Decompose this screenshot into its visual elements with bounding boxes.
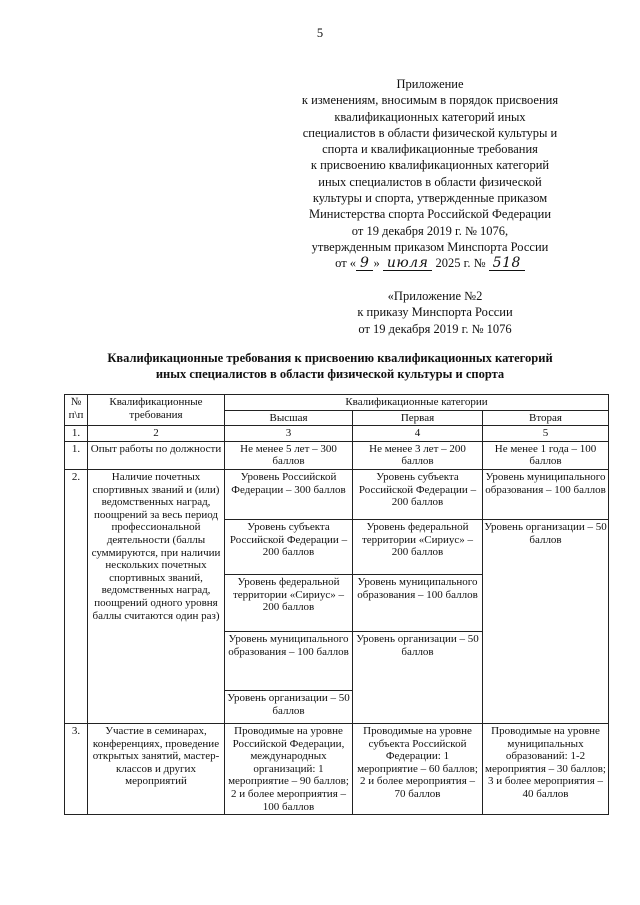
order-year: 2025 г. № [435, 256, 486, 271]
handwritten-number: 518 [489, 257, 525, 271]
index-cell: 3 [225, 426, 353, 442]
level-entry: Уровень Российской Федерации – 300 баллов [231, 470, 346, 496]
table-row [65, 469, 609, 723]
appendix-line: утвержденным приказом Минспорта России [311, 239, 549, 254]
first-levels [353, 469, 483, 723]
order-date-line [300, 255, 560, 271]
header-high: Высшая [225, 410, 353, 426]
index-cell: 1. [65, 426, 88, 442]
requirements-table [64, 394, 609, 815]
appendix-line: Приложение [396, 77, 464, 91]
index-cell: 4 [353, 426, 483, 442]
appendix2-line: от 19 декабря 2019 г. № 1076 [358, 321, 512, 336]
second-value: Не менее 1 года – 100 баллов [483, 441, 609, 469]
row-number: 1. [65, 441, 88, 469]
appendix-line: Министерства спорта Российской Федерации [308, 207, 552, 222]
appendix-line: иных специалистов в области физической [318, 174, 542, 189]
appendix-line: спорта и квалификационные требования [322, 142, 538, 157]
appendix2-header [320, 288, 550, 337]
appendix-line: к изменениям, вносимым в порядок присвоения [301, 93, 559, 108]
level-entry: Уровень организации – 50 баллов [225, 690, 352, 723]
requirement-text: Опыт работы по должности [88, 441, 225, 469]
index-cell: 5 [483, 426, 609, 442]
appendix-line: специалистов в области физической культуры и [302, 125, 558, 140]
header-first: Первая [353, 410, 483, 426]
title-line: иных специалистов в области физической культуры и спорта [155, 367, 505, 381]
handwritten-month: июля [383, 257, 433, 271]
table-index-row [65, 426, 609, 442]
level-entry: Уровень федеральной территории «Сириус» – 200 баллов [225, 574, 352, 631]
handwritten-day: 9 [356, 257, 373, 271]
appendix2-line: «Приложение №2 [387, 289, 483, 303]
level-entry: Уровень муниципального образования – 100 баллов [353, 574, 482, 631]
appendix-line: от 19 декабря 2019 г. № 1076, [351, 223, 509, 238]
appendix-header [300, 76, 560, 272]
high-levels [225, 469, 353, 723]
document-title [40, 350, 620, 382]
requirement-text: Наличие почетных спортивных званий и (или) ведомственных наград, поощрений за весь период профессиональной деятельности (баллы суммируются, при наличии нескольких почетных спортивных званий, ведомственных наград, поощрений одного уровня баллы считаются один раз) [88, 469, 225, 723]
high-value: Не менее 5 лет – 300 баллов [225, 441, 353, 469]
level-entry: Уровень федеральной территории «Сириус» – 200 баллов [353, 519, 482, 574]
title-line: Квалификационные требования к присвоению квалификационных категорий [107, 351, 553, 365]
level-entry: Уровень организации – 50 баллов [353, 631, 482, 720]
second-levels [483, 469, 609, 723]
second-value: Проводимые на уровне муниципальных образований: 1-2 мероприятия – 30 баллов; 3 и более мероприятия – 40 баллов [483, 723, 609, 814]
level-entry: Уровень муниципального образования – 100 баллов [485, 470, 606, 496]
level-entry: Уровень организации – 50 баллов [483, 519, 608, 714]
page-number: 5 [316, 26, 324, 40]
table-row [65, 441, 609, 469]
appendix2-line: к приказу Минспорта России [357, 305, 513, 320]
header-second: Вторая [483, 410, 609, 426]
order-prefix: от « [335, 256, 357, 271]
table-header-row [65, 395, 609, 411]
row-number: 3. [65, 723, 88, 814]
level-entry: Уровень субъекта Российской Федерации – 200 баллов [358, 470, 477, 509]
high-value: Проводимые на уровне Российской Федерации, международных организаций: 1 мероприятие – 90 баллов; 2 и более мероприятия – 100 баллов [225, 723, 353, 814]
table-row [65, 723, 609, 814]
first-value: Не менее 3 лет – 200 баллов [353, 441, 483, 469]
appendix-line: к присвоению квалификационных категорий [310, 158, 550, 173]
header-requirements: Квалификационные требования [88, 395, 225, 426]
requirement-text: Участие в семинарах, конференциях, проведение открытых занятий, мастер-классов и других мероприятий [88, 723, 225, 814]
level-entry: Уровень субъекта Российской Федерации – 200 баллов [225, 519, 352, 574]
header-num: № п\п [65, 395, 88, 426]
index-cell: 2 [88, 426, 225, 442]
row-number: 2. [65, 469, 88, 723]
header-categories: Квалификационные категории [225, 395, 609, 411]
first-value: Проводимые на уровне субъекта Российской Федерации: 1 мероприятие – 60 баллов; 2 и более мероприятия – 70 баллов [353, 723, 483, 814]
level-entry: Уровень муниципального образования – 100 баллов [225, 631, 352, 690]
appendix-line: культуры и спорта, утвержденные приказом [312, 191, 548, 206]
order-quote: » [373, 256, 380, 271]
appendix-line: квалификационных категорий иных [334, 109, 526, 124]
